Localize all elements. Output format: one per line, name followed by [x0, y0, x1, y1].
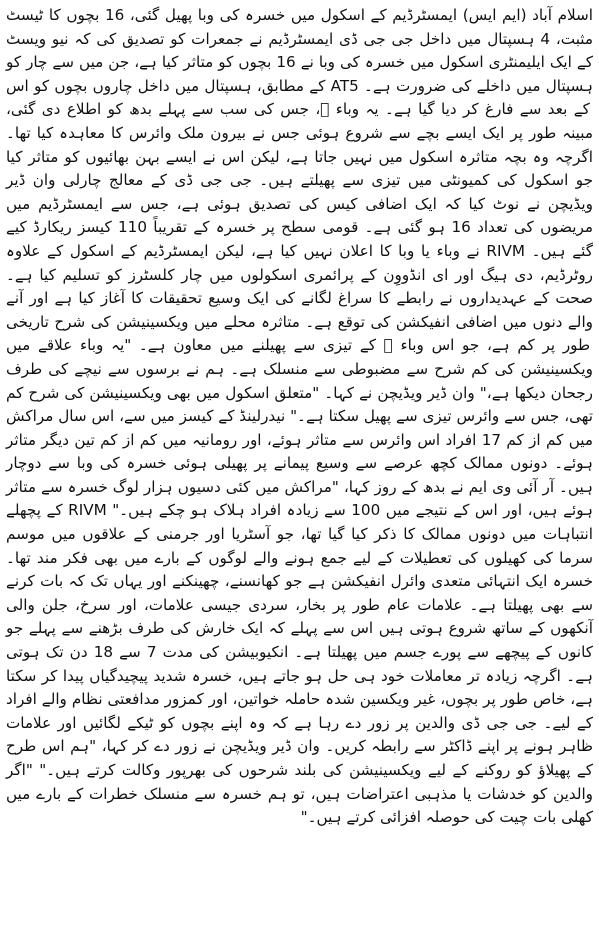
article-body-paragraph: اسلام آباد (ایم ایس) ایمسٹرڈیم کے اسکول میں خسرہ کی وبا پھیل گئی، 16 بچوں کا ٹیسٹ مثبت، 4 ہسپتال میں داخل جی جی ڈی ایمسٹرڈیم نے جمعرات کو تصدیق کی کہ نیو ویسٹ کے ایک ایلیمنٹری اسکول میں خسرہ کی وبا نے 16 بچوں کو متاثر کیا ہے، جن میں سے چار کو ہسپتال میں داخلے کی ضرورت ہے۔ AT5 کے مطابق، ہسپتال میں داخل چاروں بچوں کو اس کے بعد سے فارغ کر دیا گیا ہے۔ یہ وباء ⃞، جس کی سب سے پہلے بدھ کو اطلاع دی گئی، مبینہ طور پر ایک ایسے بچے سے شروع ہوئی جس نے بیرون ملک وائرس کا معاہدہ کیا تھا۔ اگرچہ وہ بچہ متاثرہ اسکول میں نہیں جاتا ہے، لیکن اس نے ایسے بہن بھائیوں کو متاثر کیا جو اسکول کی کمیونٹی میں تیزی سے پھیلتے ہیں۔ جی جی ڈی کے معالج چارلی وان ڈیر ویڈیچن نے نوٹ کیا کہ ایک اضافی کیس کی تصدیق ہوئی ہے، جس سے ایمسٹرڈیم میں مریضوں کی تعداد 16 ہو گئی ہے۔ قومی سطح پر خسرہ کے تقریباً 110 کیسز ریکارڈ کیے گئے ہیں۔ RIVM نے وباء یا وبا کا اعلان نہیں کیا ہے، لیکن ایمسٹرڈیم کے اسکول کے علاوہ روٹرڈیم، دی ہیگ اور ای انڈووِن کے پرائمری اسکولوں میں چار کلسٹرز کو تسلیم کیا ہے۔ صحت کے عہدیداروں نے رابطے کا سراغ لگانے کی ایک وسیع تحقیقات کا آغاز کیا ہے اور آنے والے دنوں میں اضافی انفیکشن کی توقع ہے۔ متاثرہ محلے میں ویکسینیشن کی شرح تاریخی طور پر کم ہے، جو اس وباء ⃞ کے تیزی سے پھیلنے میں معاون ہے۔ "یہ وباء علاقے میں ویکسینیشن کی کم شرح سے مضبوطی سے منسلک ہے۔ ہم نے برسوں سے نیچے کی طرف رجحان دیکھا ہے،" وان ڈیر ویڈیچن نے کہا۔ "متعلق اسکول میں بھی ویکسینیشن کی شرح کم تھی، جس سے وائرس تیزی سے پھیل سکتا ہے۔" نیدرلینڈ کے کیسز میں سے، اس سال مراکش میں کم از کم 17 افراد اس وائرس سے متاثر ہوئے، اور رومانیہ میں کم از کم تین دیگر متاثر ہوئے۔ دونوں ممالک کچھ عرصے سے وسیع پیمانے پر پھیلی ہوئی خسرہ کی وبا سے دوچار ہیں۔ آر آئی وی ایم نے بدھ کے روز کہا، "مراکش میں کئی دسیوں ہزار لوگ خسرہ سے متاثر ہوئے ہیں، اور اس کے نتیجے میں 100 سے زیادہ افراد ہلاک ہو چکے ہیں۔" RIVM کے پچھلے انتباہات میں دونوں ممالک کا ذکر کیا گیا تھا، جو آسٹریا اور جرمنی کے علاقوں میں موسم سرما کی کھیلوں کی تعطیلات کے لیے جمع ہونے والے لوگوں کے بارے میں بھی فکر مند تھا۔ خسرہ ایک انتہائی متعدی وائرل انفیکشن ہے جو کھانسنے، چھینکنے اور یہاں تک کہ بات کرنے سے بھی پھیلتا ہے۔ علامات عام طور پر بخار، سردی جیسی علامات، اور سرخ، جلن والی آنکھوں کے ساتھ شروع ہوتی ہیں اس سے پہلے کہ ایک خارش کی طرف بڑھنے سے پہلے جو کانوں کے پیچھے سے پورے جسم میں پھیلتا ہے۔ انکیوبیشن کی مدت 7 سے 18 دن تک ہوتی ہے۔ اگرچہ زیادہ تر معاملات خود ہی حل ہو جاتے ہیں، خسرہ شدید پیچیدگیاں پیدا کر سکتا ہے، خاص طور پر بچوں، غیر ویکسین شدہ حاملہ خواتین، اور کمزور مدافعتی نظام والے افراد کے لیے۔ جی جی ڈی والدین پر زور دے رہا ہے کہ وہ اپنے بچوں کو ٹیکے لگائیں اور علامات ظاہر ہونے پر اپنے ڈاکٹر سے رابطہ کریں۔ وان ڈیر ویڈیچن نے زور دے کر کہا، "ہم اس طرح کے پھیلاؤ کو روکنے کے لیے ویکسینیشن کی بلند شرحوں کی بھرپور وکالت کرتے ہیں۔" "اگر والدین کو خدشات یا مذہبی اعتراضات ہیں، تو ہم خسرہ سے منسلک خطرات کے بارے میں کھلی بات چیت کی حوصلہ افزائی کرتے ہیں۔" — [6, 6, 593, 827]
news-article — [6, 4, 593, 830]
